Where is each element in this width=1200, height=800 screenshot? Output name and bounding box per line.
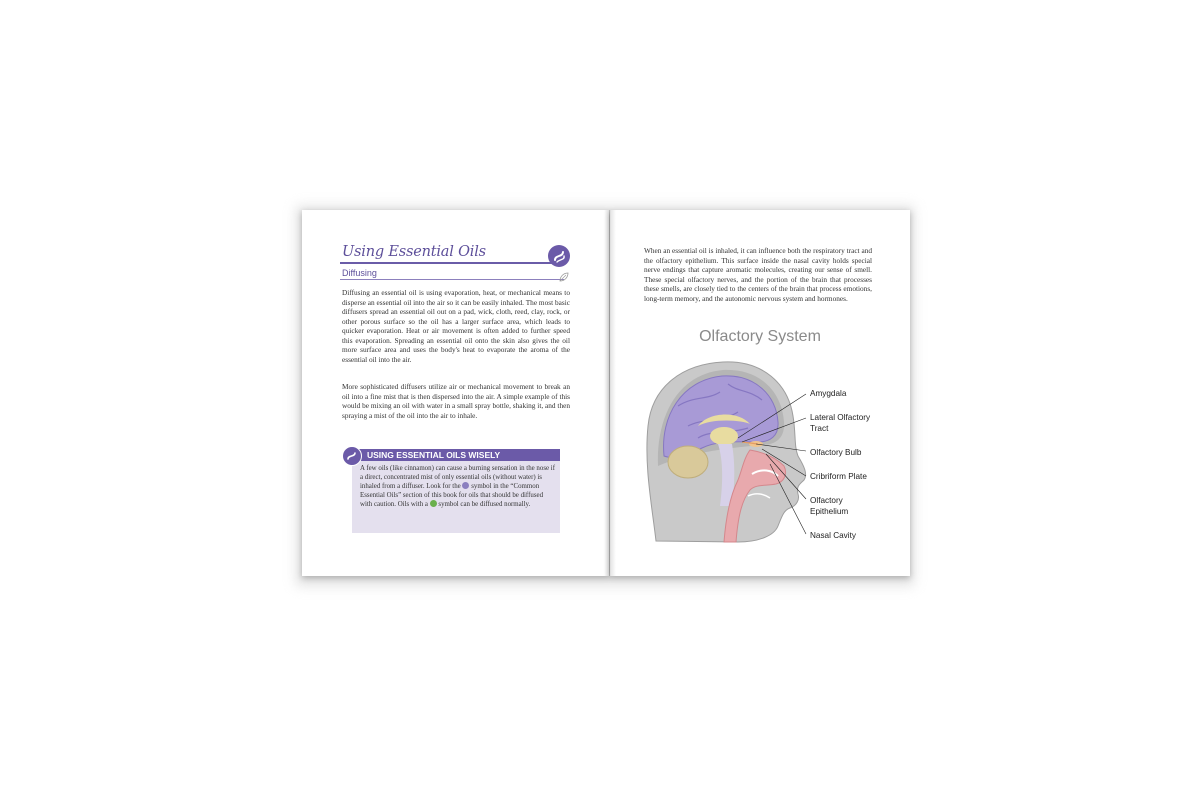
label-lateral-olfactory-tract bbox=[810, 412, 870, 434]
body-paragraph: More sophisticated diffusers utilize air or mechanical movement to break an oil into a fine mist that is then dispersed into the air. A simple example of this would be mixing an oil with water in a small spray bottle, shaking it, and then spraying a mist of the oil into the air to inhale. bbox=[342, 382, 570, 420]
book-gutter bbox=[604, 210, 616, 576]
subtitle-divider bbox=[340, 279, 564, 280]
leaf-icon bbox=[559, 269, 569, 279]
title-divider bbox=[340, 262, 552, 264]
label-line: Epithelium bbox=[810, 507, 849, 516]
label-amygdala: Amygdala bbox=[810, 389, 847, 398]
olfactory-diagram bbox=[638, 356, 908, 546]
right-page bbox=[610, 210, 910, 576]
callout-header: USING ESSENTIAL OILS WISELY bbox=[352, 449, 560, 461]
label-olfactory-epithelium bbox=[810, 495, 848, 517]
body-paragraph: When an essential oil is inhaled, it can influence both the respiratory tract and the olfactory epithelium. This surface inside the nasal cavity holds special nerve endings that capture aromatic molecules, creating our sense of smell. These special olfactory nerves, and the portion of the brain that processes these smells, are closely tied to the centers of the brain that process emotions, long-term memory, and the autonomic nervous system and hormones. bbox=[644, 246, 872, 303]
tip-callout bbox=[352, 449, 560, 533]
callout-text bbox=[360, 464, 556, 509]
label-olfactory-bulb: Olfactory Bulb bbox=[810, 448, 862, 457]
section-subtitle: Diffusing bbox=[342, 268, 377, 278]
body-paragraph: Diffusing an essential oil is using evaporation, heat, or mechanical means to disperse an essential oil into the air so it can be easily inhaled. The most basic diffusers spread an essential oil out on a pad, wick, cloth, reed, clay, rock, or other porous surface so the oil has a larger surface area, which leads to quicker evaporation. Heat or air movement is often added to further speed this evaporation. Spreading an essential oil onto the skin also gives the oil more surface area and uses the body's heat to evaporate the aroma of the essential oil into the air. bbox=[342, 288, 570, 364]
label-line: Tract bbox=[810, 424, 829, 433]
callout-text-part: symbol can be diffused normally. bbox=[438, 501, 531, 508]
callout-text-part: A few oils (like cinnamon) can cause a burning sensation in the nose if a direct, concentrated mist of only essential oils (without water) is inhaled from a diffuser. Look for the bbox=[360, 465, 555, 490]
caution-icon bbox=[462, 482, 469, 489]
page-title: Using Essential Oils bbox=[342, 244, 486, 260]
check-icon bbox=[430, 500, 437, 507]
left-page bbox=[302, 210, 609, 576]
callout-text-part: symbol in the “Common Essential Oils” section of this book for oils that should be diffused with caution. Oils with a bbox=[360, 483, 544, 508]
label-line: Lateral Olfactory bbox=[810, 413, 871, 422]
swirl-badge-icon bbox=[342, 446, 362, 466]
head-cross-section-illustration bbox=[638, 356, 908, 546]
label-nasal-cavity: Nasal Cavity bbox=[810, 531, 856, 540]
diagram-title: Olfactory System bbox=[699, 328, 821, 345]
swirl-logo-icon bbox=[548, 245, 570, 267]
label-cribriform-plate: Cribriform Plate bbox=[810, 472, 867, 481]
label-line: Olfactory bbox=[810, 496, 843, 505]
